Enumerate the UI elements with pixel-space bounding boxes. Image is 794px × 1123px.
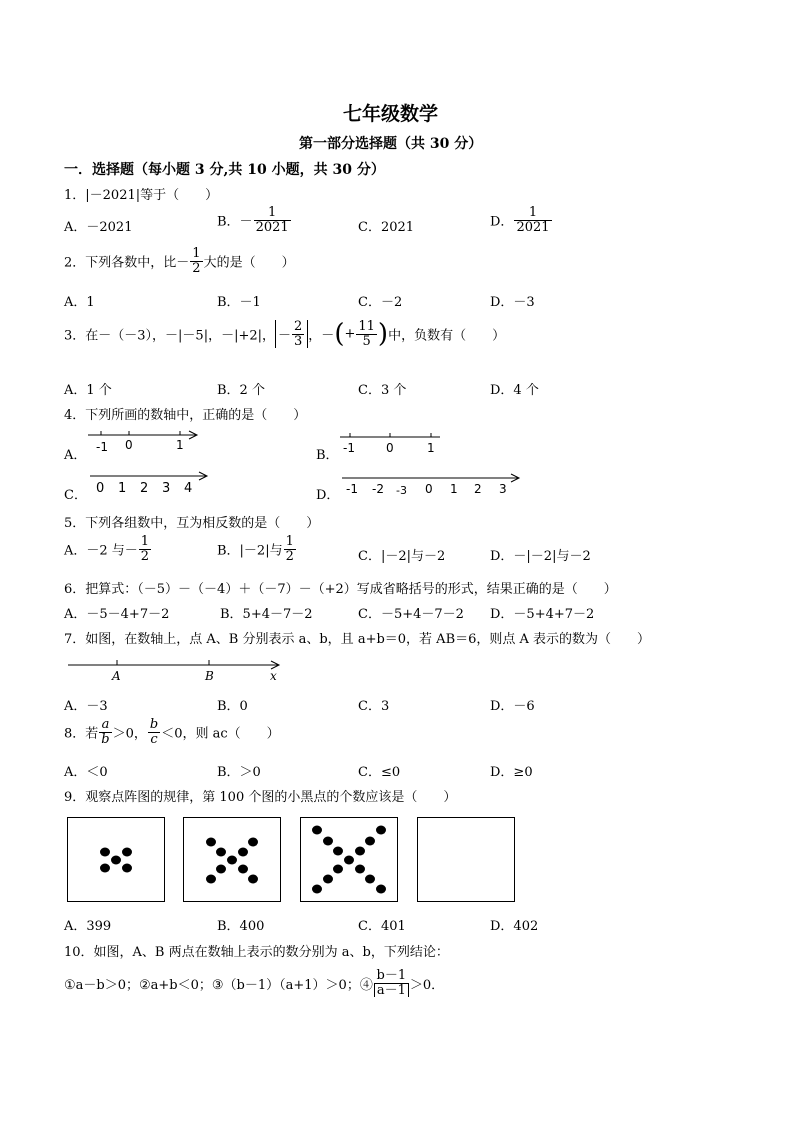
q3-option-d: D．4 个 <box>490 383 539 398</box>
dot <box>248 838 258 847</box>
q8-f2-denominator: c <box>150 731 158 747</box>
q4c-tick-1: 1 <box>118 481 127 496</box>
part-subtitle: 第一部分选择题（共 30 分） <box>299 136 483 152</box>
q7-option-a: A．－3 <box>64 699 108 714</box>
dot <box>238 848 248 857</box>
q3-comma: ，－ <box>308 328 335 344</box>
q4c-tick-2: 2 <box>140 481 149 496</box>
q9-figure-2-dots <box>184 818 280 901</box>
q5-a-numerator: 1 <box>140 534 150 549</box>
q3-f2-numerator: 11 <box>358 319 375 334</box>
q3-f1-denominator: 3 <box>294 333 303 349</box>
q4d-tick-2: 2 <box>474 482 482 496</box>
q9-figure-1-dots <box>68 818 164 901</box>
dot <box>376 885 386 894</box>
q10-conclusions <box>64 969 444 998</box>
q8-option-d: D．≥0 <box>490 765 533 780</box>
dot <box>333 865 343 874</box>
dot <box>323 837 333 846</box>
q4d-tick-0: 0 <box>425 482 433 496</box>
q2-option-c: C．－2 <box>358 295 403 310</box>
q1-option-c: C．2021 <box>358 220 415 235</box>
dot <box>206 838 216 847</box>
q8-stem <box>64 718 280 746</box>
q7-number-line <box>64 654 286 686</box>
dot <box>227 856 237 865</box>
q4a-tick-neg1: -1 <box>96 440 108 454</box>
q5-b-denominator: 2 <box>285 548 294 564</box>
q3-abs-sign: － <box>278 328 292 344</box>
q7-point-a: A <box>112 669 121 683</box>
q5-option-b-prefix: B．|－2|与 <box>217 543 283 559</box>
q9-figure-4-blank <box>417 817 515 902</box>
q7-axis-x: x <box>270 669 277 683</box>
q4-option-c-label: C． <box>64 488 87 503</box>
q4c-tick-3: 3 <box>162 481 171 496</box>
q5-option-c: C．|－2|与－2 <box>358 549 446 564</box>
q4c-tick-4: 4 <box>184 481 193 496</box>
dot <box>376 826 386 835</box>
q3-option-b: B．2 个 <box>217 383 265 398</box>
q4-axis-a <box>84 426 204 456</box>
q3-f2-sign: + <box>344 326 356 342</box>
q6-option-c: C．－5+4－7－2 <box>358 607 464 622</box>
dot <box>312 885 322 894</box>
q7-option-d: D．－6 <box>490 699 535 714</box>
q3-right-paren: ) <box>377 319 389 350</box>
q5-b-numerator: 1 <box>285 534 294 549</box>
q8-mid2: ＜0，则 ac（ ） <box>161 726 280 742</box>
dot <box>238 865 248 874</box>
q7-point-b: B <box>205 669 214 683</box>
section-heading: 一．选择题（每小题 3 分,共 10 小题，共 30 分） <box>64 162 385 178</box>
q9-option-c: C．401 <box>358 919 406 934</box>
q3-f2-denominator: 5 <box>362 333 371 349</box>
dot <box>111 856 121 865</box>
q4b-tick-neg1: -1 <box>343 441 355 455</box>
q2-option-a: A．1 <box>64 295 95 310</box>
q9-option-d: D．402 <box>490 919 539 934</box>
q4-option-d-label: D． <box>316 488 340 503</box>
q3-abs-fraction <box>275 320 308 348</box>
q1-d-denominator: 2021 <box>516 219 550 235</box>
q5-option-a <box>64 535 152 563</box>
q4a-tick-1: 1 <box>176 438 184 452</box>
dot <box>344 856 354 865</box>
q4d-tick-neg2: -2 <box>372 482 384 496</box>
q2-stem-post: 大的是（ ） <box>203 255 295 271</box>
q6-option-a: A．－5－4+7－2 <box>64 607 170 622</box>
dot <box>122 864 132 873</box>
q1-b-numerator: 1 <box>254 206 291 221</box>
q9-figure-1 <box>67 817 165 902</box>
q7-option-c: C．3 <box>358 699 390 714</box>
q8-f2-numerator: b <box>149 717 159 732</box>
q4b-tick-1: 1 <box>427 441 435 455</box>
q1-stem: 1．|－2021|等于（ ） <box>64 188 219 203</box>
q4c-tick-0: 0 <box>96 481 105 496</box>
q4d-tick-3: 3 <box>499 482 507 496</box>
q10-denominator: a－1 <box>374 984 409 998</box>
q1-option-d-prefix: D． <box>490 214 514 230</box>
q4d-tick-neg1: -1 <box>346 482 358 496</box>
q2-stem-pre: 2．下列各数中，比－ <box>64 255 190 271</box>
dot <box>216 848 226 857</box>
q8-option-a: A．＜0 <box>64 765 108 780</box>
dot <box>100 848 110 857</box>
dot <box>365 875 375 884</box>
q4-option-b-label: B． <box>316 448 339 463</box>
dot <box>100 864 110 873</box>
q4d-tick-neg3: -3 <box>396 484 407 497</box>
q6-option-b: B．5+4－7－2 <box>220 607 313 622</box>
q8-mid1: ＞0， <box>112 726 147 742</box>
q8-option-b: B．＞0 <box>217 765 261 780</box>
q1-b-denominator: 2021 <box>255 219 289 235</box>
q6-stem: 6．把算式：（－5）－（－4）＋（－7）－（+2）写成省略括号的形式，结果正确的是（ ） <box>64 582 617 597</box>
page-title: 七年级数学 <box>343 103 439 125</box>
q5-option-b <box>217 535 297 563</box>
q4a-tick-0: 0 <box>125 438 133 452</box>
q2-option-d: D．－3 <box>490 295 535 310</box>
q3-f1-numerator: 2 <box>294 319 303 334</box>
q4-axis-c <box>86 468 216 498</box>
q9-figure-3-dots <box>301 818 397 901</box>
dot <box>355 865 365 874</box>
q9-stem: 9．观察点阵图的规律，第 100 个图的小黑点的个数应该是（ ） <box>64 790 457 805</box>
q9-option-b: B．400 <box>217 919 265 934</box>
q10-numerator: b－1 <box>374 969 409 984</box>
q3-stem-post: 中，负数有（ ） <box>388 328 506 344</box>
q1-option-b <box>217 206 292 234</box>
dot <box>323 875 333 884</box>
q4-axis-d <box>338 470 524 500</box>
q5-option-a-prefix: A．－2 与－ <box>64 543 138 559</box>
q3-stem <box>64 320 505 348</box>
dot <box>206 875 216 884</box>
q2-option-b: B．－1 <box>217 295 261 310</box>
dot <box>312 826 322 835</box>
q1-option-d <box>490 206 553 234</box>
q3-option-c: C．3 个 <box>358 383 407 398</box>
q9-option-a: A．399 <box>64 919 112 934</box>
q10-stem: 10．如图，A、B 两点在数轴上表示的数分别为 a、b，下列结论： <box>64 945 449 960</box>
q8-option-c: C．≤0 <box>358 765 401 780</box>
q4-axis-b <box>336 428 446 458</box>
q4b-tick-0: 0 <box>386 441 394 455</box>
q7-option-b: B．0 <box>217 699 248 714</box>
q10-line-post: ＞0． <box>409 977 445 993</box>
dot <box>333 847 343 856</box>
q9-figure-3 <box>300 817 398 902</box>
dot <box>122 848 132 857</box>
q5-a-denominator: 2 <box>140 548 150 564</box>
q9-figure-2 <box>183 817 281 902</box>
q3-stem-pre: 3．在－（－3），－|－5|，－|+2|， <box>64 328 275 344</box>
q4-option-a-label: A． <box>64 448 87 463</box>
dot <box>355 847 365 856</box>
q2-stem <box>64 247 295 275</box>
q1-option-b-prefix: B．－ <box>217 214 253 230</box>
q3-option-a: A．1 个 <box>64 383 112 398</box>
q1-d-numerator: 1 <box>514 206 551 221</box>
q2-frac-denominator: 2 <box>192 260 201 276</box>
q1-option-a: A．－2021 <box>64 220 133 235</box>
q8-f1-denominator: b <box>101 731 110 747</box>
dot <box>216 865 226 874</box>
q7-stem: 7．如图，在数轴上，点 A、B 分别表示 a、b，且 a+b＝0，若 AB＝6，则点 A 表示的数为（ ） <box>64 632 651 647</box>
q4-stem: 4．下列所画的数轴中，正确的是（ ） <box>64 408 307 423</box>
q10-line-pre: ①a－b＞0；②a+b＜0；③（b－1）（a+1）＞0；④ <box>64 977 373 993</box>
q2-frac-numerator: 1 <box>192 246 201 261</box>
q3-left-paren: ( <box>334 319 345 350</box>
dot <box>365 837 375 846</box>
q5-stem: 5．下列各组数中，互为相反数的是（ ） <box>64 516 320 531</box>
q5-option-d: D．－|－2|与－2 <box>490 549 591 564</box>
q4d-tick-1: 1 <box>450 482 458 496</box>
dot <box>248 875 258 884</box>
q8-f1-numerator: a <box>99 718 111 733</box>
q6-option-d: D．－5+4+7－2 <box>490 607 595 622</box>
q8-stem-pre: 8．若 <box>64 726 99 742</box>
